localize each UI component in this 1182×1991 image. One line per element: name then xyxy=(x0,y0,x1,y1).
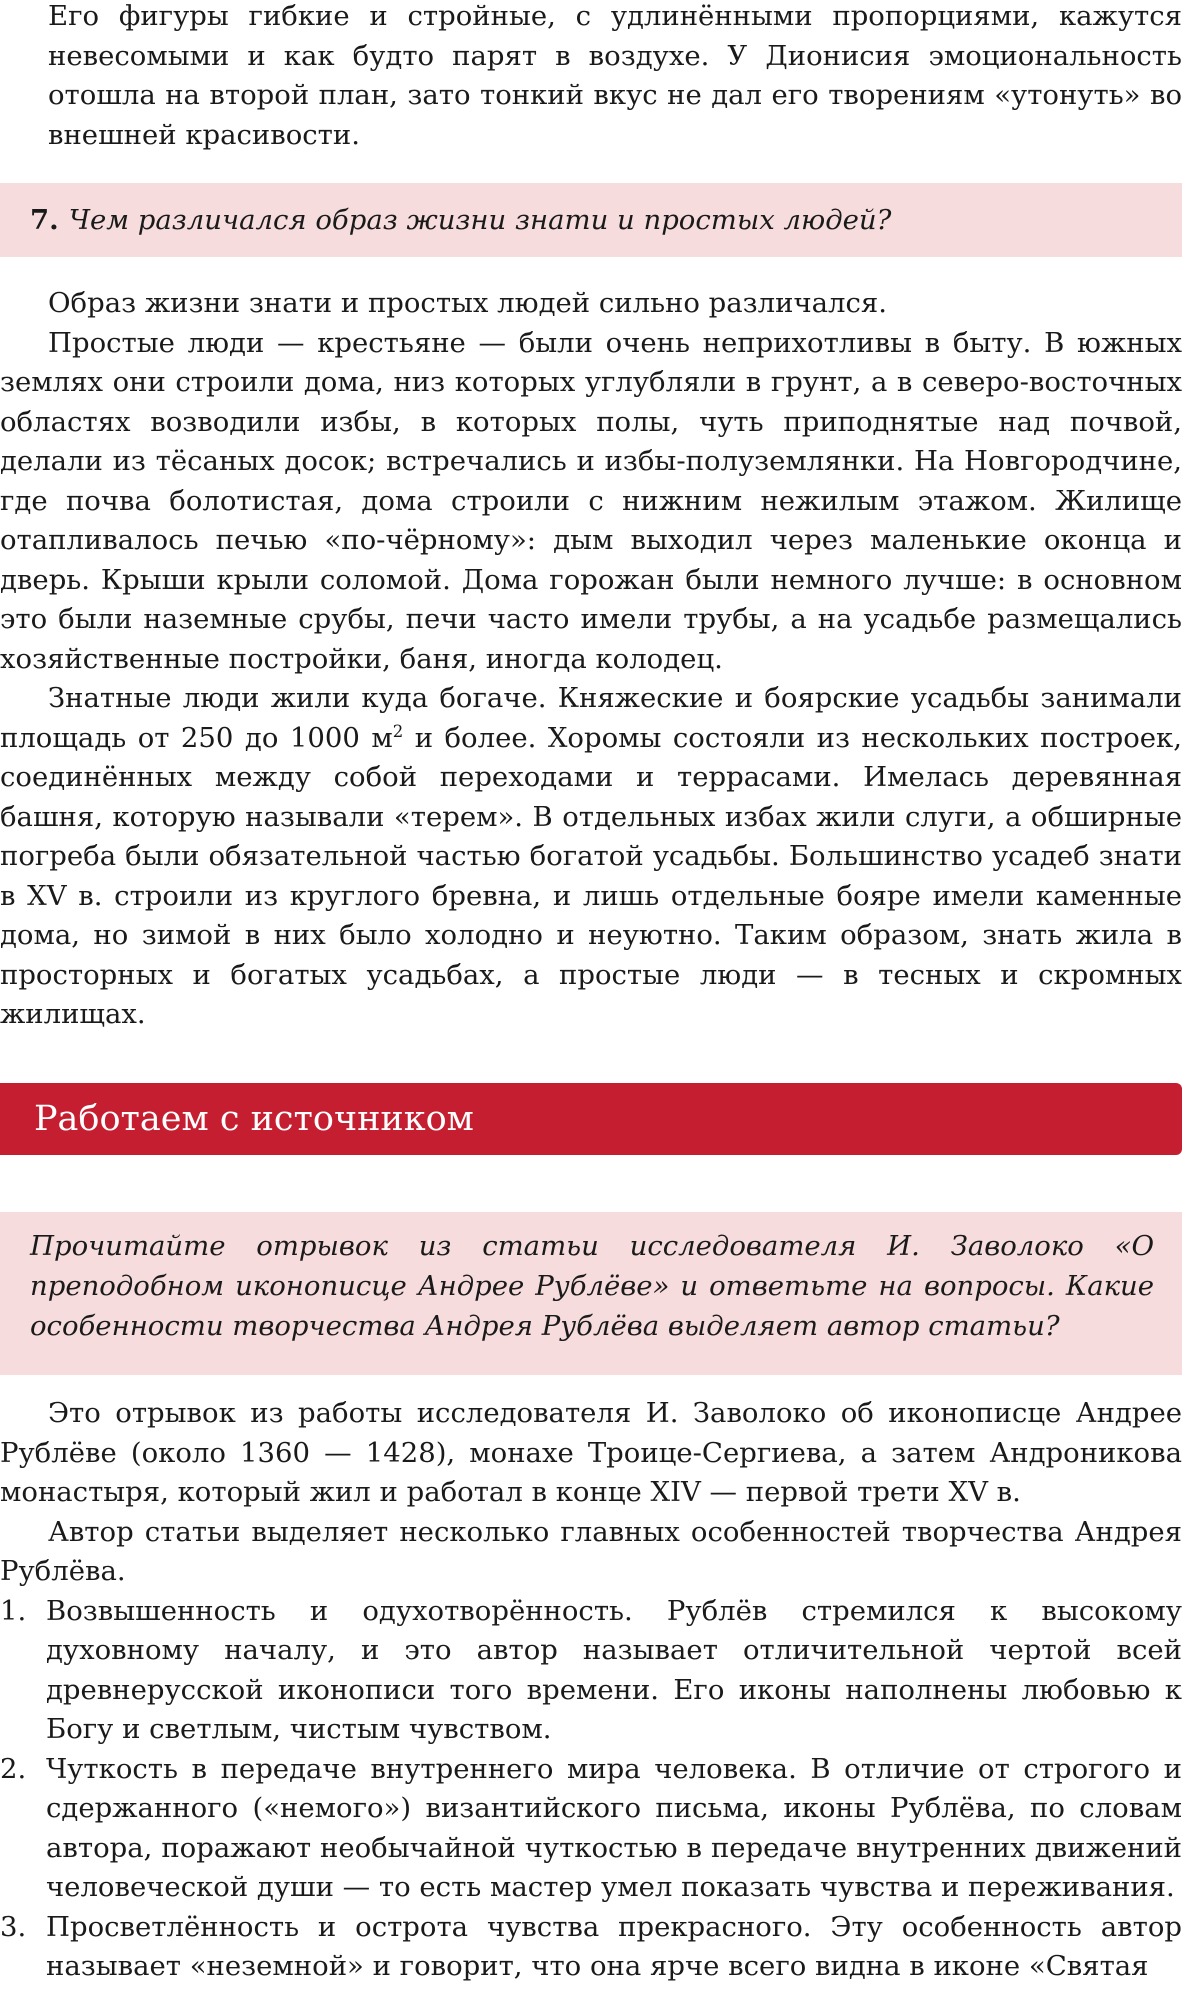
answer-7-p1: Образ жизни знати и простых людей сильно различался. xyxy=(48,287,888,319)
source-answer-p1: Это отрывок из работы исследователя И. Заволоко об иконописце Андрее Рублёве (около 1360 — 1428), монахе Троице-Сергиева, а затем Андроникова монастыря, который жил и работал в конце XIV — первой трети XV в. xyxy=(0,1397,1182,1508)
question-number: 7. xyxy=(30,204,59,236)
list-item: 3. Просветлённость и острота чувства прекрасного. Эту особенность автор называет «неземной» и говорит, что она ярче всего видна в иконе «Святая xyxy=(0,1910,1182,1982)
answer-7 xyxy=(0,284,1182,1035)
features-list xyxy=(0,1592,1182,1987)
source-question-text: Прочитайте отрывок из статьи исследователя И. Заволоко «О преподобном иконописце Андрее Рублёве» и ответьте на вопросы. Какие особенности творчества Андрея Рублёва выделяет автор статьи? xyxy=(30,1230,1154,1342)
answer-7-p2: Простые люди — крестьяне — были очень неприхотливы в быту. В южных землях они строили дома, низ которых углубляли в грунт, а в северо-восточных областях возводили избы, в которых полы, чуть приподнятые над почвой, делали из тёсаных досок; встречались и избы-полуземлянки. На Новгородчине, где почва болотистая, дома строили с нижним нежилым этажом. Жилище отапливалось печью «по-чёрному»: дым выходил через маленькие оконца и дверь. Крыши крыли соломой. Дома горожан были немного лучше: в основном это были наземные срубы, печи часто имели трубы, а на усадьбе размещались хозяйственные постройки, баня, иногда колодец. xyxy=(0,326,1182,675)
source-answer-p2: Автор статьи выделяет несколько главных особенностей творчества Андрея Рублёва. xyxy=(0,1515,1182,1587)
superscript: 2 xyxy=(392,721,404,741)
source-answer xyxy=(0,1394,1182,1987)
source-question-box xyxy=(0,1212,1182,1375)
list-item: 2. Чуткость в передаче внутреннего мира человека. В отличие от строгого и сдержанного («немого») византийского письма, иконы Рублёва, по словам автора, поражают необычайной чуткостью в передаче внутренних движений человеческой души — то есть мастер умел показать чувства и переживания. xyxy=(0,1752,1182,1903)
list-item: 1. Возвышенность и одухотворённость. Рублёв стремился к высокому духовному началу, и это автор называет отличительной чертой всей древнерусской иконописи того времени. Его иконы наполнены любовью к Богу и светлым, чистым чувством. xyxy=(0,1594,1182,1745)
answer-7-p3: Знатные люди жили куда богаче. Княжеские и боярские усадьбы занимали площадь от 250 до 1000 $м^2$ и более. Хоромы состояли из нескольких построек, соединённых между собой переходами и террасами. Имелась деревянная башня, которую называли «терем». В отдельных избах жили слуги, а обширные погреба были обязательной частью богатой усадьбы. Большинство усадеб знати в XV в. строили из круглого бревна, и лишь отдельные бояре имели каменные дома, но зимой в них было холодно и неуютно. Таким образом, знать жила в просторных и богатых усадьбах, а простые люди — в тесных и скромных жилищах. xyxy=(0,682,1182,1030)
question-text: Чем различался образ жизни знати и простых людей? xyxy=(68,204,892,236)
intro-text xyxy=(0,0,1182,155)
section-banner: Работаем с источником xyxy=(0,1083,1182,1155)
intro-paragraph: Его фигуры гибкие и стройные, с удлинёнными пропорциями, кажутся невесомыми и как будто парят в воздухе. У Дионисия эмоциональность отошла на второй план, зато тонкий вкус не дал его творениям «утонуть» во внешней красивости. xyxy=(48,0,1182,151)
question-7-box xyxy=(0,183,1182,257)
